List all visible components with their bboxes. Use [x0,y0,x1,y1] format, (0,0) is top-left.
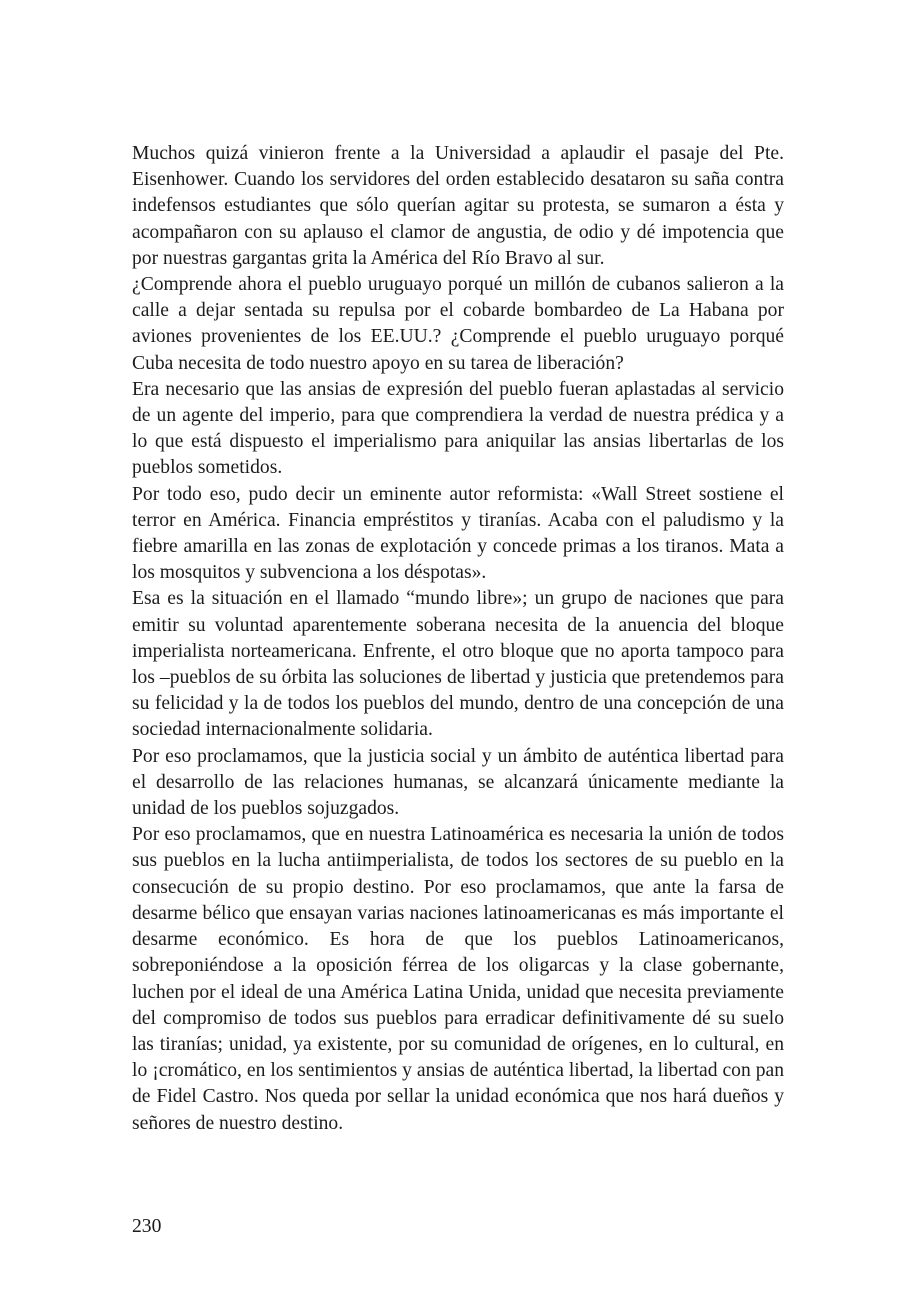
body-text [132,141,784,1137]
page-number: 230 [132,1216,162,1237]
paragraph: Por eso proclamamos, que la justicia social y un ámbito de auténtica libertad para el desarrollo de las relaciones humanas, se alcanzará únicamente mediante la unidad de los pueblos sojuzgados. [132,745,784,820]
paragraph: Por eso proclamamos, que en nuestra Latinoamérica es necesaria la unión de todos sus pueblos en la lucha antiimperialista, de todos los sectores de su pueblo en la consecución de su propio destino. Por eso proclamamos, que ante la farsa de desarme bélico que ensayan varias naciones latinoamericanas es más importante el desarme económico. Es hora de que los pueblos Latinoamericanos, sobreponiéndose a la oposición férrea de los oligarcas y la clase gobernante, luchen por el ideal de una América Latina Unida, unidad que necesita previamente del compromiso de todos sus pueblos para erradicar definitivamente dé su suelo las tiranías; unidad, ya existente, por su comunidad de orígenes, en lo cultural, en lo ¡cromático, en los sentimientos y ansias de auténtica libertad, la libertad con pan de Fidel Castro. Nos queda por sellar la unidad económica que nos hará dueños y señores de nuestro destino. [132,824,784,1134]
paragraph: ¿Comprende ahora el pueblo uruguayo porqué un millón de cubanos salieron a la calle a dejar sentada su repulsa por el cobarde bombardeo de La Habana por aviones provenientes de los EE.UU.? ¿Comprende el pueblo uruguayo porqué Cuba necesita de todo nuestro apoyo en su tarea de liberación? [132,274,784,374]
paragraph: Era necesario que las ansias de expresión del pueblo fueran aplastadas al servicio de un agente del imperio, para que comprendiera la verdad de nuestra prédica y a lo que está dispuesto el imperialismo para aniquilar las ansias libertarlas de los pueblos sometidos. [132,378,784,479]
paragraph: Esa es la situación en el llamado “mundo libre»; un grupo de naciones que para emitir su voluntad aparentemente soberana necesita de la anuencia del bloque imperialista norteamericana. Enfrente, el otro bloque que no aporta tampoco para los –pueblos de su órbita las soluciones de libertad y justicia que pretendemos para su felicidad y la de todos los pueblos del mundo, dentro de una concepción de una sociedad internacionalmente solidaria. [132,588,784,741]
paragraph: Muchos quizá vinieron frente a la Universidad a aplaudir el pasaje del Pte. Eisenhower. Cuando los servidores del orden establecido desataron su saña contra indefensos estudiantes que sólo querían agitar su protesta, se sumaron a ésta y acompañaron con su aplauso el clamor de angustia, de odio y dé impotencia que por nuestras gargantas grita la América del Río Bravo al sur. [132,143,784,269]
paragraph: Por todo eso, pudo decir un eminente autor reformista: «Wall Street sostiene el terror en América. Financia empréstitos y tiranías. Acaba con el paludismo y la fiebre amarilla en las zonas de explotación y concede primas a los tiranos. Mata a los mosquitos y subvenciona a los déspotas». [132,483,784,584]
